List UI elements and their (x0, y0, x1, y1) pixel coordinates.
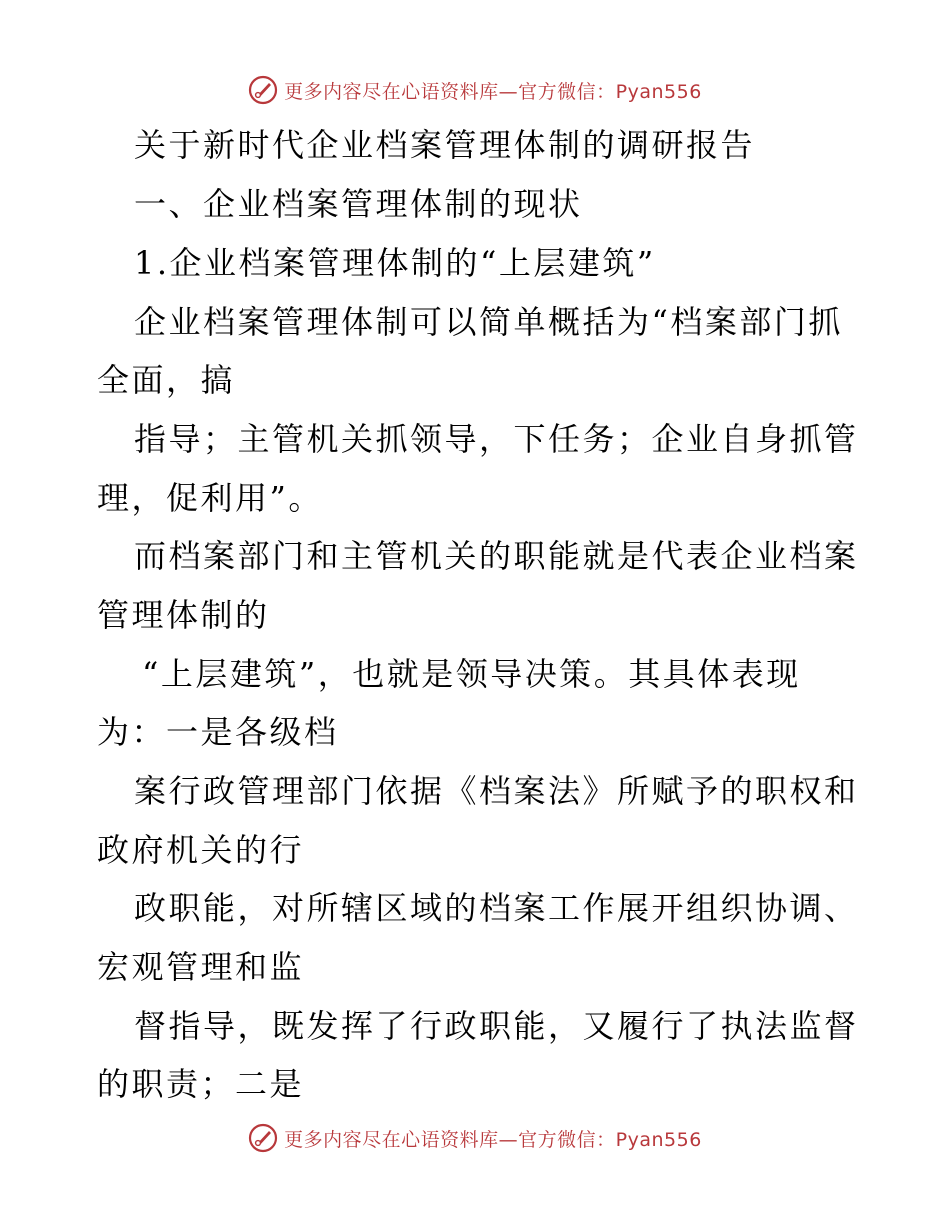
paragraph-line: 政职能，对所辖区域的档案工作展开组织协调、 (134, 889, 859, 927)
footer-watermark (0, 1118, 950, 1158)
paragraph-line: 全面，搞 (97, 361, 236, 399)
paragraph-line: 的职责；二是 (97, 1065, 305, 1103)
section-heading: 一、企业档案管理体制的现状 (134, 185, 583, 223)
paragraph-line: 为：一是各级档 (97, 713, 339, 751)
paragraph-line: 政府机关的行 (97, 831, 305, 869)
paragraph-line: 管理体制的 (97, 596, 270, 634)
paragraph-line: 指导；主管机关抓领导，下任务；企业自身抓管 (134, 420, 859, 458)
watermark-text: 更多内容尽在心语资料库—官方微信：Pyan556 (284, 80, 702, 103)
paragraph-line: 案行政管理部门依据《档案法》所赋予的职权和 (134, 772, 859, 810)
paragraph-line: 理，促利用”。 (97, 479, 323, 517)
paragraph-line: 宏观管理和监 (97, 948, 305, 986)
document-title: 关于新时代企业档案管理体制的调研报告 (134, 126, 756, 164)
quill-logo-icon (248, 1123, 278, 1153)
paragraph-line: 企业档案管理体制可以简单概括为“档案部门抓 (134, 303, 843, 341)
paragraph-line: 督指导，既发挥了行政职能，又履行了执法监督 (134, 1007, 859, 1045)
paragraph-line: 而档案部门和主管机关的职能就是代表企业档案 (134, 537, 859, 575)
paragraph-line: “上层建筑”，也就是领导决策。其具体表现 (142, 655, 801, 693)
watermark-text: 更多内容尽在心语资料库—官方微信：Pyan556 (284, 1128, 702, 1151)
subsection-heading: 1.企业档案管理体制的“上层建筑” (134, 244, 656, 282)
